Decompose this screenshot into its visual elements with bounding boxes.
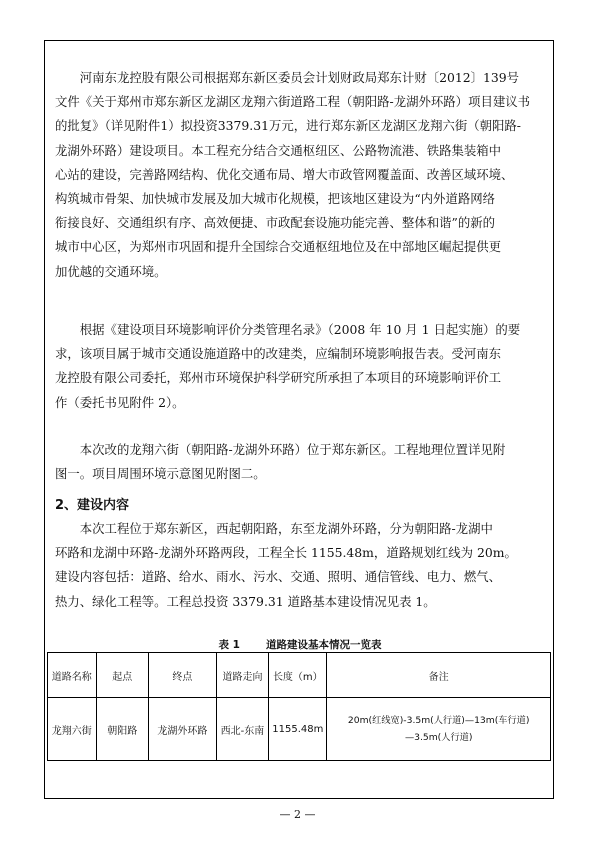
text-line: 衔接良好、交通组织有序、高效便捷、市政配套设施功能完善、整体和谐”的新的: [55, 215, 496, 231]
text-line: 热力、绿化工程等。工程总投资 3379.31 道路基本建设情况见表 1。: [55, 593, 436, 609]
header-end: 终点: [148, 653, 216, 698]
cell-start: 朝阳路: [96, 698, 148, 761]
text-line: 文件《关于郑州市郑东新区龙湖区龙翔六街道路工程（朝阳路-龙湖外环路）项目建议书: [55, 94, 531, 110]
table-header-row: [48, 653, 551, 698]
paragraph-location: [55, 438, 545, 486]
text-line: 求，该项目属于城市交通设施道路中的改建类，应编制环境影响报告表。受河南东: [55, 346, 502, 362]
text-line: 本次改的龙翔六街（朝阳路-龙湖外环路）位于郑东新区。工程地理位置详见附: [55, 442, 506, 457]
header-notes: 备注: [327, 653, 551, 698]
notes-line: —3.5m(人行道): [404, 732, 473, 743]
table-caption-title: 道路建设基本情况一览表: [265, 639, 382, 651]
text-line: 加优越的交通环境。: [55, 263, 167, 279]
header-start: 起点: [96, 653, 148, 698]
paragraph-project-background: [55, 66, 545, 284]
cell-direction: 西北-东南: [216, 698, 269, 761]
cell-notes: [327, 698, 551, 761]
paragraph-construction-content: [55, 517, 545, 614]
cell-end: 龙湖外环路: [148, 698, 216, 761]
table-caption: [55, 637, 545, 652]
text-line: 本次工程位于郑东新区，西起朝阳路，东至龙湖外环路，分为朝阳路-龙湖中: [55, 521, 493, 536]
cell-road-name: 龙翔六街: [48, 698, 97, 761]
text-line: 作（委托书见附件 2）。: [55, 394, 185, 410]
paragraph-assessment-basis: [55, 318, 545, 415]
text-line: 城市中心区，为郑州市巩固和提升全国综合交通枢纽地位及在中部地区崛起提供更: [55, 239, 502, 255]
notes-line: 20m(红线宽)-3.5m(人行道)—13m(车行道): [347, 715, 530, 726]
page-number: — 2 —: [279, 808, 316, 821]
text-line: 环路和龙湖中环路-龙湖外环路两段，工程全长 1155.48m，道路规划红线为 20m。: [55, 545, 517, 561]
text-line: 心站的建设，完善路网结构、优化交通布局、增大市政管网覆盖面、改善区域环境、: [55, 166, 514, 182]
section-heading-construction-content: 2、建设内容: [55, 498, 130, 513]
cell-length: 1155.48m: [269, 698, 327, 761]
header-direction: 道路走向: [216, 653, 269, 698]
header-road-name: 道路名称: [48, 653, 97, 698]
text-line: 的批复》（详见附件1）拟投资3379.31万元，进行郑东新区龙湖区龙翔六街（朝阳路-: [55, 118, 521, 134]
text-line: 河南东龙控股有限公司根据郑东新区委员会计划财政局郑东计财〔2012〕139号: [55, 70, 520, 85]
text-line: 构筑城市骨架、加快城市发展及加大城市化规模，把该地区建设为“内外道路网络: [55, 191, 496, 207]
text-line: 根据《建设项目环境影响评价分类管理名录》（2008 年 10 月 1 日起实施）的要: [55, 322, 521, 337]
road-info-table: [47, 652, 551, 761]
text-line: 图一。项目周围环境示意图见附图二。: [55, 466, 266, 482]
text-line: 龙控股有限公司委托，郑州市环境保护科学研究所承担了本项目的环境影响评价工: [55, 370, 502, 386]
text-line: 建设内容包括：道路、给水、雨水、污水、交通、照明、通信管线、电力、燃气、: [55, 569, 502, 585]
text-line: 龙湖外环路）建设项目。本工程充分结合交通枢纽区、公路物流港、铁路集装箱中: [55, 142, 502, 158]
table-row: [48, 698, 551, 761]
table-caption-number: 表 1: [218, 639, 240, 651]
header-length: 长度（m）: [269, 653, 327, 698]
